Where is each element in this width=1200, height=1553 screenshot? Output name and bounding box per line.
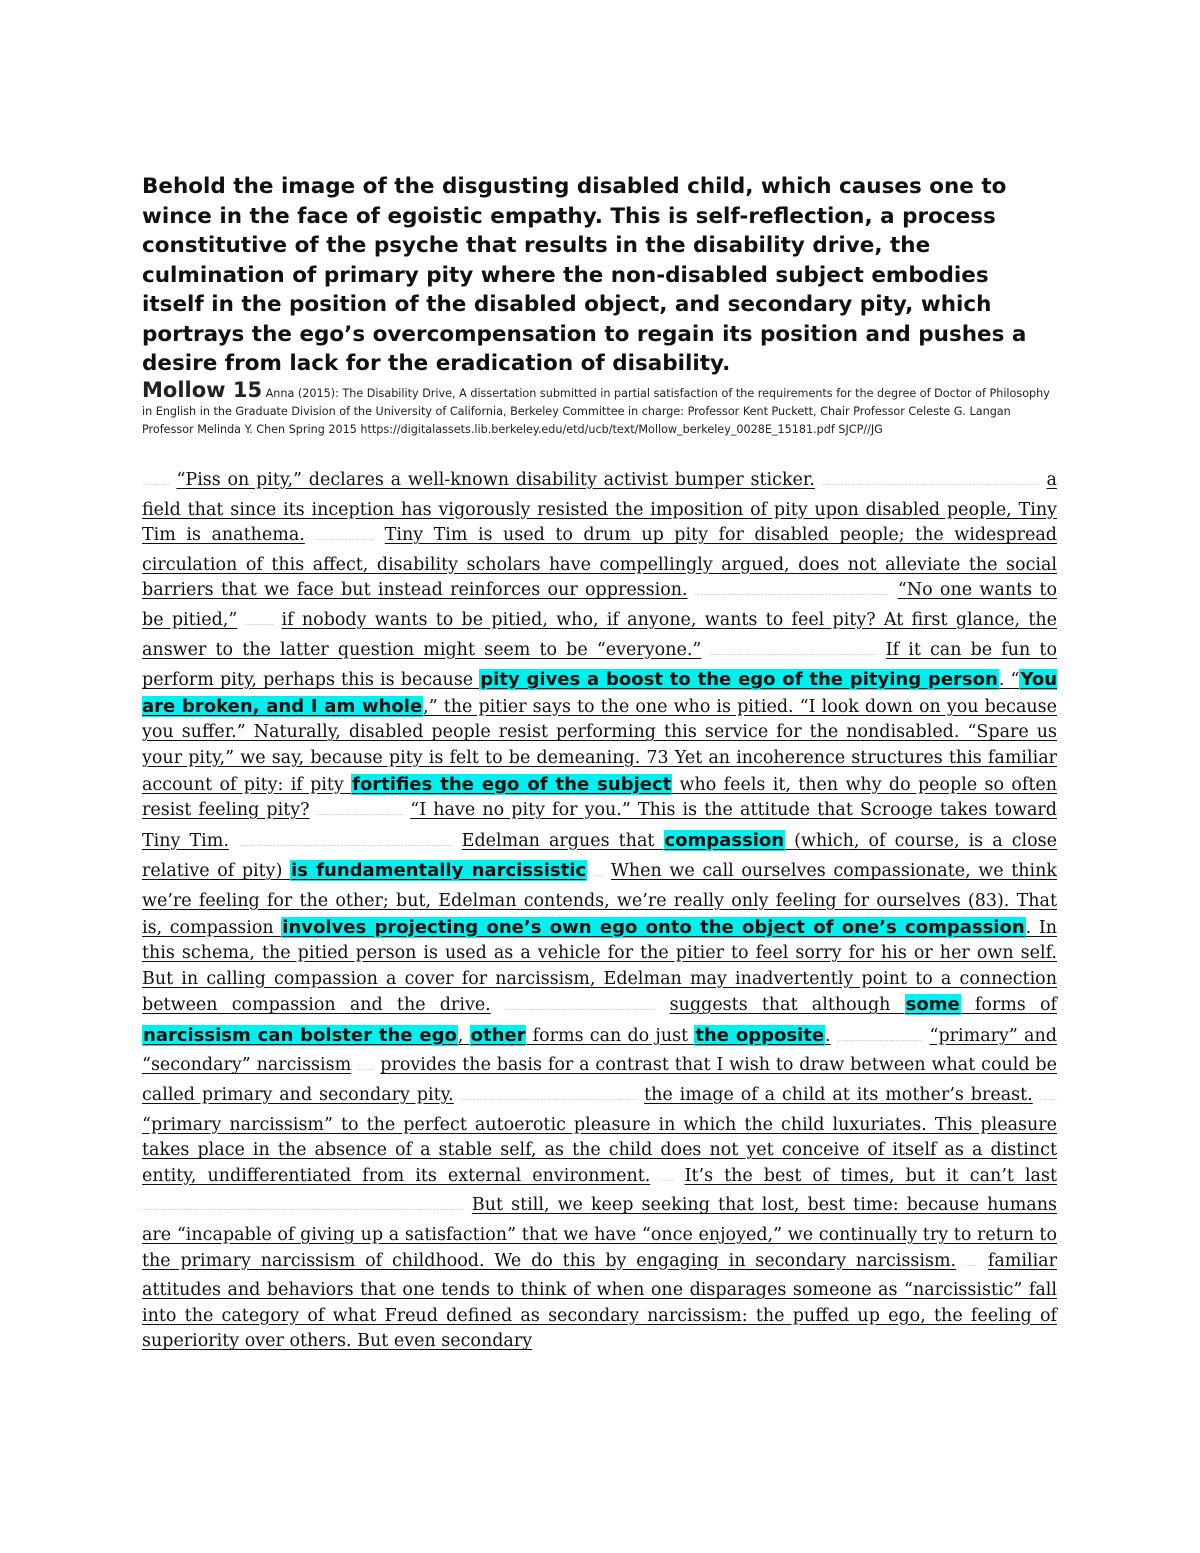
highlighted-text: other	[470, 1024, 526, 1046]
underlined-text: who feels it, then why do people so often resist feeling pity?	[142, 774, 1057, 821]
underlined-text: “Piss on pity,” declares a well-known disability activist bumper sticker.	[176, 470, 815, 490]
minimized-text: .......	[661, 1177, 674, 1183]
citation	[142, 378, 1062, 439]
underlined-text: suggests that although	[669, 995, 905, 1016]
cite-text: Anna (2015): The Disability Drive, A dissertation submitted in partial satisfaction of the requirements for the degree of Doctor of Philosophy in English in the Graduate Division of the University of California, Berkeley Committee in charge: Professor Kent Puckett, Chair Professor Celeste G. Langan Professor Melinda Y. Chen Spring 2015 https://digitalassets.lib.berkeley.edu/etd/ucb/text/Mollow_berkeley_0028E_15181.pdf SJCP//JG	[142, 387, 1050, 436]
underlined-text: (which, of course, is a close relative of pity)	[142, 830, 1058, 882]
minimized-text: ..........	[357, 1067, 375, 1073]
underlined-text: If it can be fun to perform pity, perhaps this is because	[142, 639, 1057, 691]
minimized-text: .................................................................................................................	[694, 592, 891, 598]
underlined-text: “I have no pity for you.” This is the attitude that Scrooge takes toward Tiny Tim.	[142, 800, 1057, 851]
evidence-card	[142, 468, 1057, 1355]
minimized-text: ..............................................................................................................................	[821, 482, 1040, 487]
underlined-text: ,” the pitier says to the one who is pitied. “I look down on you because you suffer.” Naturally, disabled people resist performing this service for the nondisabled. “Spare us your pity,” we say, because pity is felt to be demeaning. 73 Yet an incoherence structures this familiar account of pity: if pity	[142, 696, 1057, 795]
underlined-text: familiar attitudes and behaviors that one tends to think of when one disparages someone as “narcissistic” fall into the category of what Freud defined as secondary narcissism: the puffed up ego, the feeling of superiority over others. But even secondary	[142, 1250, 1057, 1352]
underlined-text: It’s the best of times, but it can’t last	[684, 1165, 1057, 1186]
minimized-text: ..................................	[315, 537, 375, 543]
underlined-text: “primary narcissism” to the perfect autoerotic pleasure in which the child luxuriates. This pleasure takes place in the absence of a stable self, as the child does not yet conceive of itself as a distinct entity, undifferentiated from its external environment.	[142, 1114, 1057, 1186]
underlined-text: ,	[457, 1025, 470, 1046]
highlighted-text: pity gives a boost to the ego of the pitying person	[480, 669, 998, 691]
highlighted-text: the opposite	[695, 1024, 825, 1046]
underlined-text: . In this schema, the pitied person is used as a vehicle for the pitier to feel sorry for his or her own self. But in calling compassion a cover for narcissism, Edelman may inadvertently point to a connection between compassion and the drive.	[142, 917, 1057, 1016]
underlined-text: provides the basis for a contrast that I wish to draw between what could be called primary and secondary pity.	[142, 1055, 1057, 1106]
minimized-text: ..................................................	[836, 1037, 924, 1043]
cite-author: Mollow 15	[142, 378, 263, 402]
underlined-text: forms of	[960, 995, 1057, 1016]
minimized-text: ..........	[1039, 1097, 1057, 1103]
highlighted-text: some	[905, 994, 960, 1016]
highlighted-text: involves projecting one’s own ego onto the object of one’s compassion	[282, 916, 1025, 938]
minimized-text: .....	[594, 873, 604, 879]
minimized-text: ............................................................................................................................	[238, 842, 453, 848]
underlined-text: “primary” and “secondary” narcissism	[142, 1025, 1057, 1076]
minimized-text: ................	[142, 482, 170, 487]
minimized-text: ......................................................................................................	[460, 1097, 638, 1103]
minimized-text: ..................................................	[316, 812, 404, 818]
highlighted-text: narcissism can bolster the ego	[143, 1024, 457, 1046]
underlined-text: . “	[998, 670, 1020, 691]
underlined-text: .	[825, 1025, 831, 1046]
underlined-text: Tiny Tim is used to drum up pity for disabled people; the widespread circulation of this affect, disability scholars have compellingly argued, does not alleviate the social barriers that we face but instead reinforces our oppression.	[142, 525, 1057, 601]
underlined-text: Edelman argues that	[461, 830, 664, 851]
underlined-text: When we call ourselves compassionate, we think we’re feeling for the other; but, Edelman contends, we’re really only feeling for ourselves (83). That is, compassion	[142, 861, 1057, 938]
minimized-text: ................................................................................................	[710, 651, 877, 657]
highlighted-text: is fundamentally narcissistic	[291, 860, 587, 882]
tag-heading: Behold the image of the disgusting disabled child, which causes one to wince in the face of egoistic empathy. This is self-reflection, a process constitutive of the psyche that results in the disability drive, the culmination of primary pity where the non-disabled subject embodies itself in the position of the disabled object, and secondary pity, which portrays the ego’s overcompensation to regain its position and pushes a desire from lack for the eradication of disability.	[142, 174, 1027, 376]
underlined-text: forms can do just	[526, 1025, 695, 1046]
minimized-text: .......	[965, 1262, 979, 1268]
minimized-text: ..........................................................................................................................................................................................	[142, 1207, 464, 1213]
underlined-text: “No one wants to be pitied,”	[142, 580, 1057, 630]
highlighted-text: fortifies the ego of the subject	[352, 773, 672, 795]
highlighted-text: You are broken, and I am whole	[142, 669, 1058, 717]
underlined-text: the image of a child at its mother’s breast.	[644, 1085, 1033, 1106]
underlined-text: But still, we keep seeking that lost, best time: because humans are “incapable of giving up a satisfaction” that we have “once enjoyed,” we continually try to return to the primary narcissism of childhood. We do this by engaging in secondary narcissism.	[142, 1195, 1057, 1271]
underlined-text: if nobody wants to be pitied, who, if anyone, wants to feel pity? At first glance, the answer to the latter question might seem to be “everyone.”	[142, 609, 1057, 660]
underlined-text: a field that since its inception has vigorously resisted the imposition of pity upon disabled people, Tiny Tim is anathema.	[142, 470, 1057, 546]
minimized-text: .......................................................................................	[504, 1007, 656, 1013]
minimized-text: ................	[245, 621, 274, 627]
highlighted-text: compassion	[664, 829, 785, 851]
